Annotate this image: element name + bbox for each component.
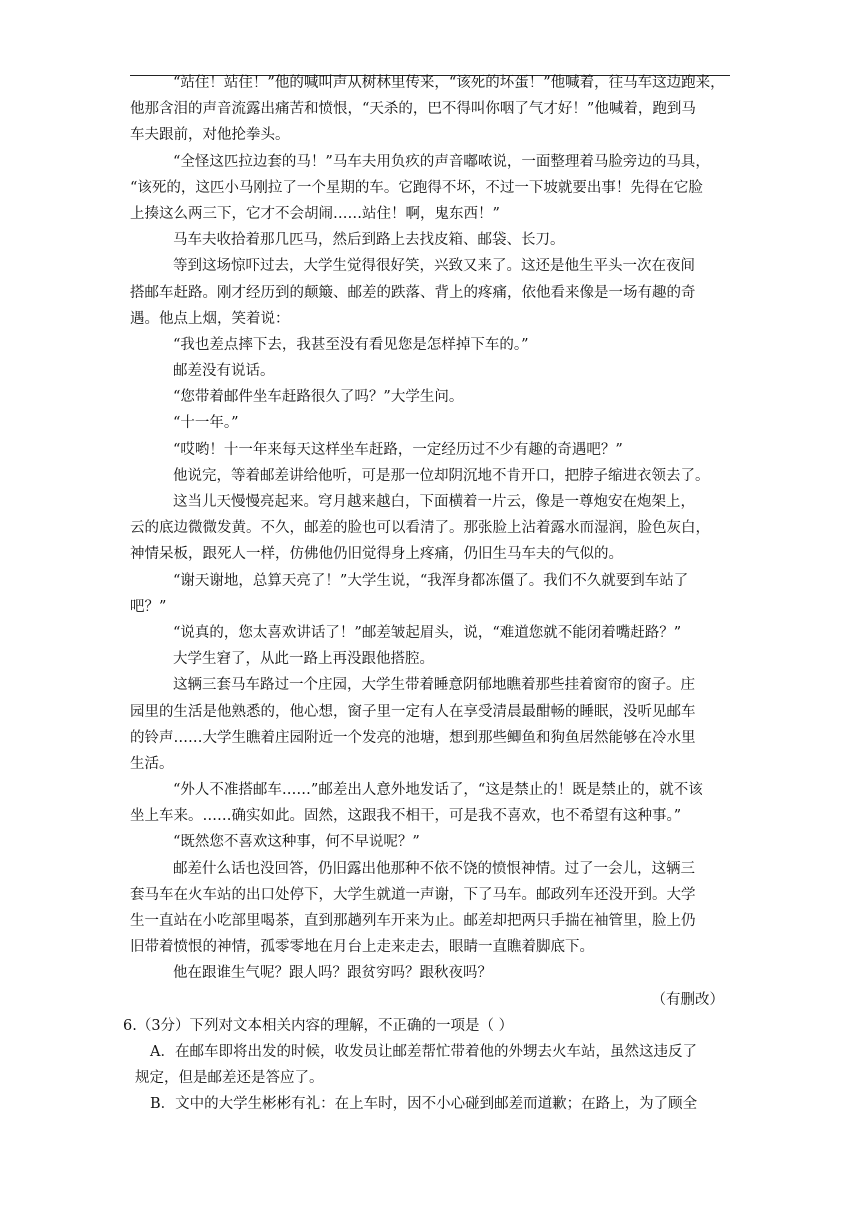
text-line: “十一年。”	[173, 415, 239, 432]
text-line: 这辆三套马车路过一个庄园，大学生带着睡意阴郁地瞧着那些挂着窗帘的窗子。庄	[173, 677, 695, 694]
document-body	[123, 70, 730, 1118]
text-line: 云的底边微微发黄。不久，邮差的脸也可以看清了。那张脸上沾着露水而湿润，脸色灰白，	[130, 520, 710, 537]
text-line: “您带着邮件坐车赶路很久了吗？”大学生问。	[173, 389, 464, 406]
text-line: 邮差没有说话。	[173, 363, 275, 380]
text-line: “谢天谢地，总算天亮了！”大学生说，“我浑身都冻僵了。我们不久就要到车站了	[173, 572, 689, 589]
text-line: “哎哟！十一年来每天这样坐车赶路，一定经历过不少有趣的奇遇吧？”	[173, 441, 623, 458]
text-line: 邮差什么话也没回答，仍旧露出他那种不依不饶的愤恨神情。过了一会儿，这辆三	[173, 860, 695, 877]
text-line: 坐上车来。……确实如此。固然，这跟我不相干，可是我不喜欢，也不希望有这种事。”	[130, 808, 682, 825]
question-stem: 6.（3分）下列对文本相关内容的理解，不正确的一项是（ ）	[123, 1017, 514, 1034]
text-line: 套马车在火车站的出口处停下，大学生就道一声谢，下了马车。邮政列车还没开到。大学	[130, 886, 696, 903]
text-line: 他在跟谁生气呢？跟人吗？跟贫穷吗？跟秋夜吗？	[173, 965, 492, 982]
text-line: 上揍这么两三下，它才不会胡闹……站住！啊，鬼东西！”	[130, 205, 500, 222]
text-line: 的铃声……大学生瞧着庄园附近一个发亮的池塘，想到那些鲫鱼和狗鱼居然能够在冷水里	[130, 729, 696, 746]
text-line: 旧带着愤恨的神情，孤零零地在月台上走来走去，眼睛一直瞧着脚底下。	[130, 939, 594, 956]
text-line: 生活。	[130, 755, 174, 772]
text-line: 车夫跟前，对他抡拳头。	[130, 127, 290, 144]
text-line: 园里的生活是他熟悉的，他心想，窗子里一定有人在享受清晨最酣畅的睡眠，没听见邮车	[130, 703, 696, 720]
text-line: “我也差点摔下去，我甚至没有看见您是怎样掉下车的。”	[173, 336, 529, 353]
text-line: 神情呆板，跟死人一样，仿佛他仍旧觉得身上疼痛，仍旧生马车夫的气似的。	[130, 546, 623, 563]
option-a: A．在邮车即将出发的时候，收发员让邮差帮忙带着他的外甥去火车站，虽然这违反了	[150, 1043, 697, 1060]
text-line: “外人不准搭邮车……”邮差出人意外地发话了，“这是禁止的！既是禁止的，就不该	[173, 782, 703, 799]
text-line: “站住！站住！”他的喊叫声从树林里传来，“该死的坏蛋！”他喊着，往马车这边跑来，	[173, 75, 725, 91]
text-line: 他说完，等着邮差讲给他听，可是那一位却阴沉地不肯开口，把脖子缩进衣领去了。	[173, 467, 710, 484]
text-line: 吧？”	[130, 598, 167, 615]
source-note: （有删改）	[651, 991, 724, 1008]
text-line: 搭邮车赶路。刚才经历到的颠簸、邮差的跌落、背上的疼痛，依他看来像是一场有趣的奇	[130, 284, 696, 301]
text-line: 生一直站在小吃部里喝茶，直到那趟列车开来为止。邮差却把两只手揣在袖管里，脸上仍	[130, 913, 696, 929]
text-line: 这当儿天慢慢亮起来。穹月越来越白，下面横着一片云，像是一尊炮安在炮架上，	[173, 494, 695, 510]
text-line: 马车夫收拾着那几匹马，然后到路上去找皮箱、邮袋、长刀。	[173, 232, 565, 249]
option-a-continued: 规定，但是邮差还是答应了。	[135, 1070, 324, 1087]
text-line: 大学生窘了，从此一路上再没跟他搭腔。	[173, 651, 434, 668]
text-line: 遇。他点上烟，笑着说：	[130, 310, 290, 327]
text-line: “该死的，这匹小马刚拉了一个星期的车。它跑得不坏，不过一下坡就要出事！先得在它脸	[130, 179, 703, 196]
text-line: “全怪这匹拉边套的马！”马车夫用负疚的声音嘟哝说，一面整理着马脸旁边的马具，	[173, 153, 710, 170]
text-line: 他那含泪的声音流露出痛苦和愤恨，“天杀的，巴不得叫你咽了气才好！”他喊着，跑到马	[130, 101, 696, 118]
text-line: 等到这场惊吓过去，大学生觉得很好笑，兴致又来了。这还是他生平头一次在夜间	[173, 258, 695, 275]
option-b: B．文中的大学生彬彬有礼：在上车时，因不小心碰到邮差而道歉；在路上，为了顾全	[150, 1096, 698, 1113]
text-line: “说真的，您太喜欢讲话了！”邮差皱起眉头，说，“难道您就不能闭着嘴赶路？”	[173, 624, 682, 641]
text-line: “既然您不喜欢这种事，何不早说呢？”	[173, 834, 420, 851]
